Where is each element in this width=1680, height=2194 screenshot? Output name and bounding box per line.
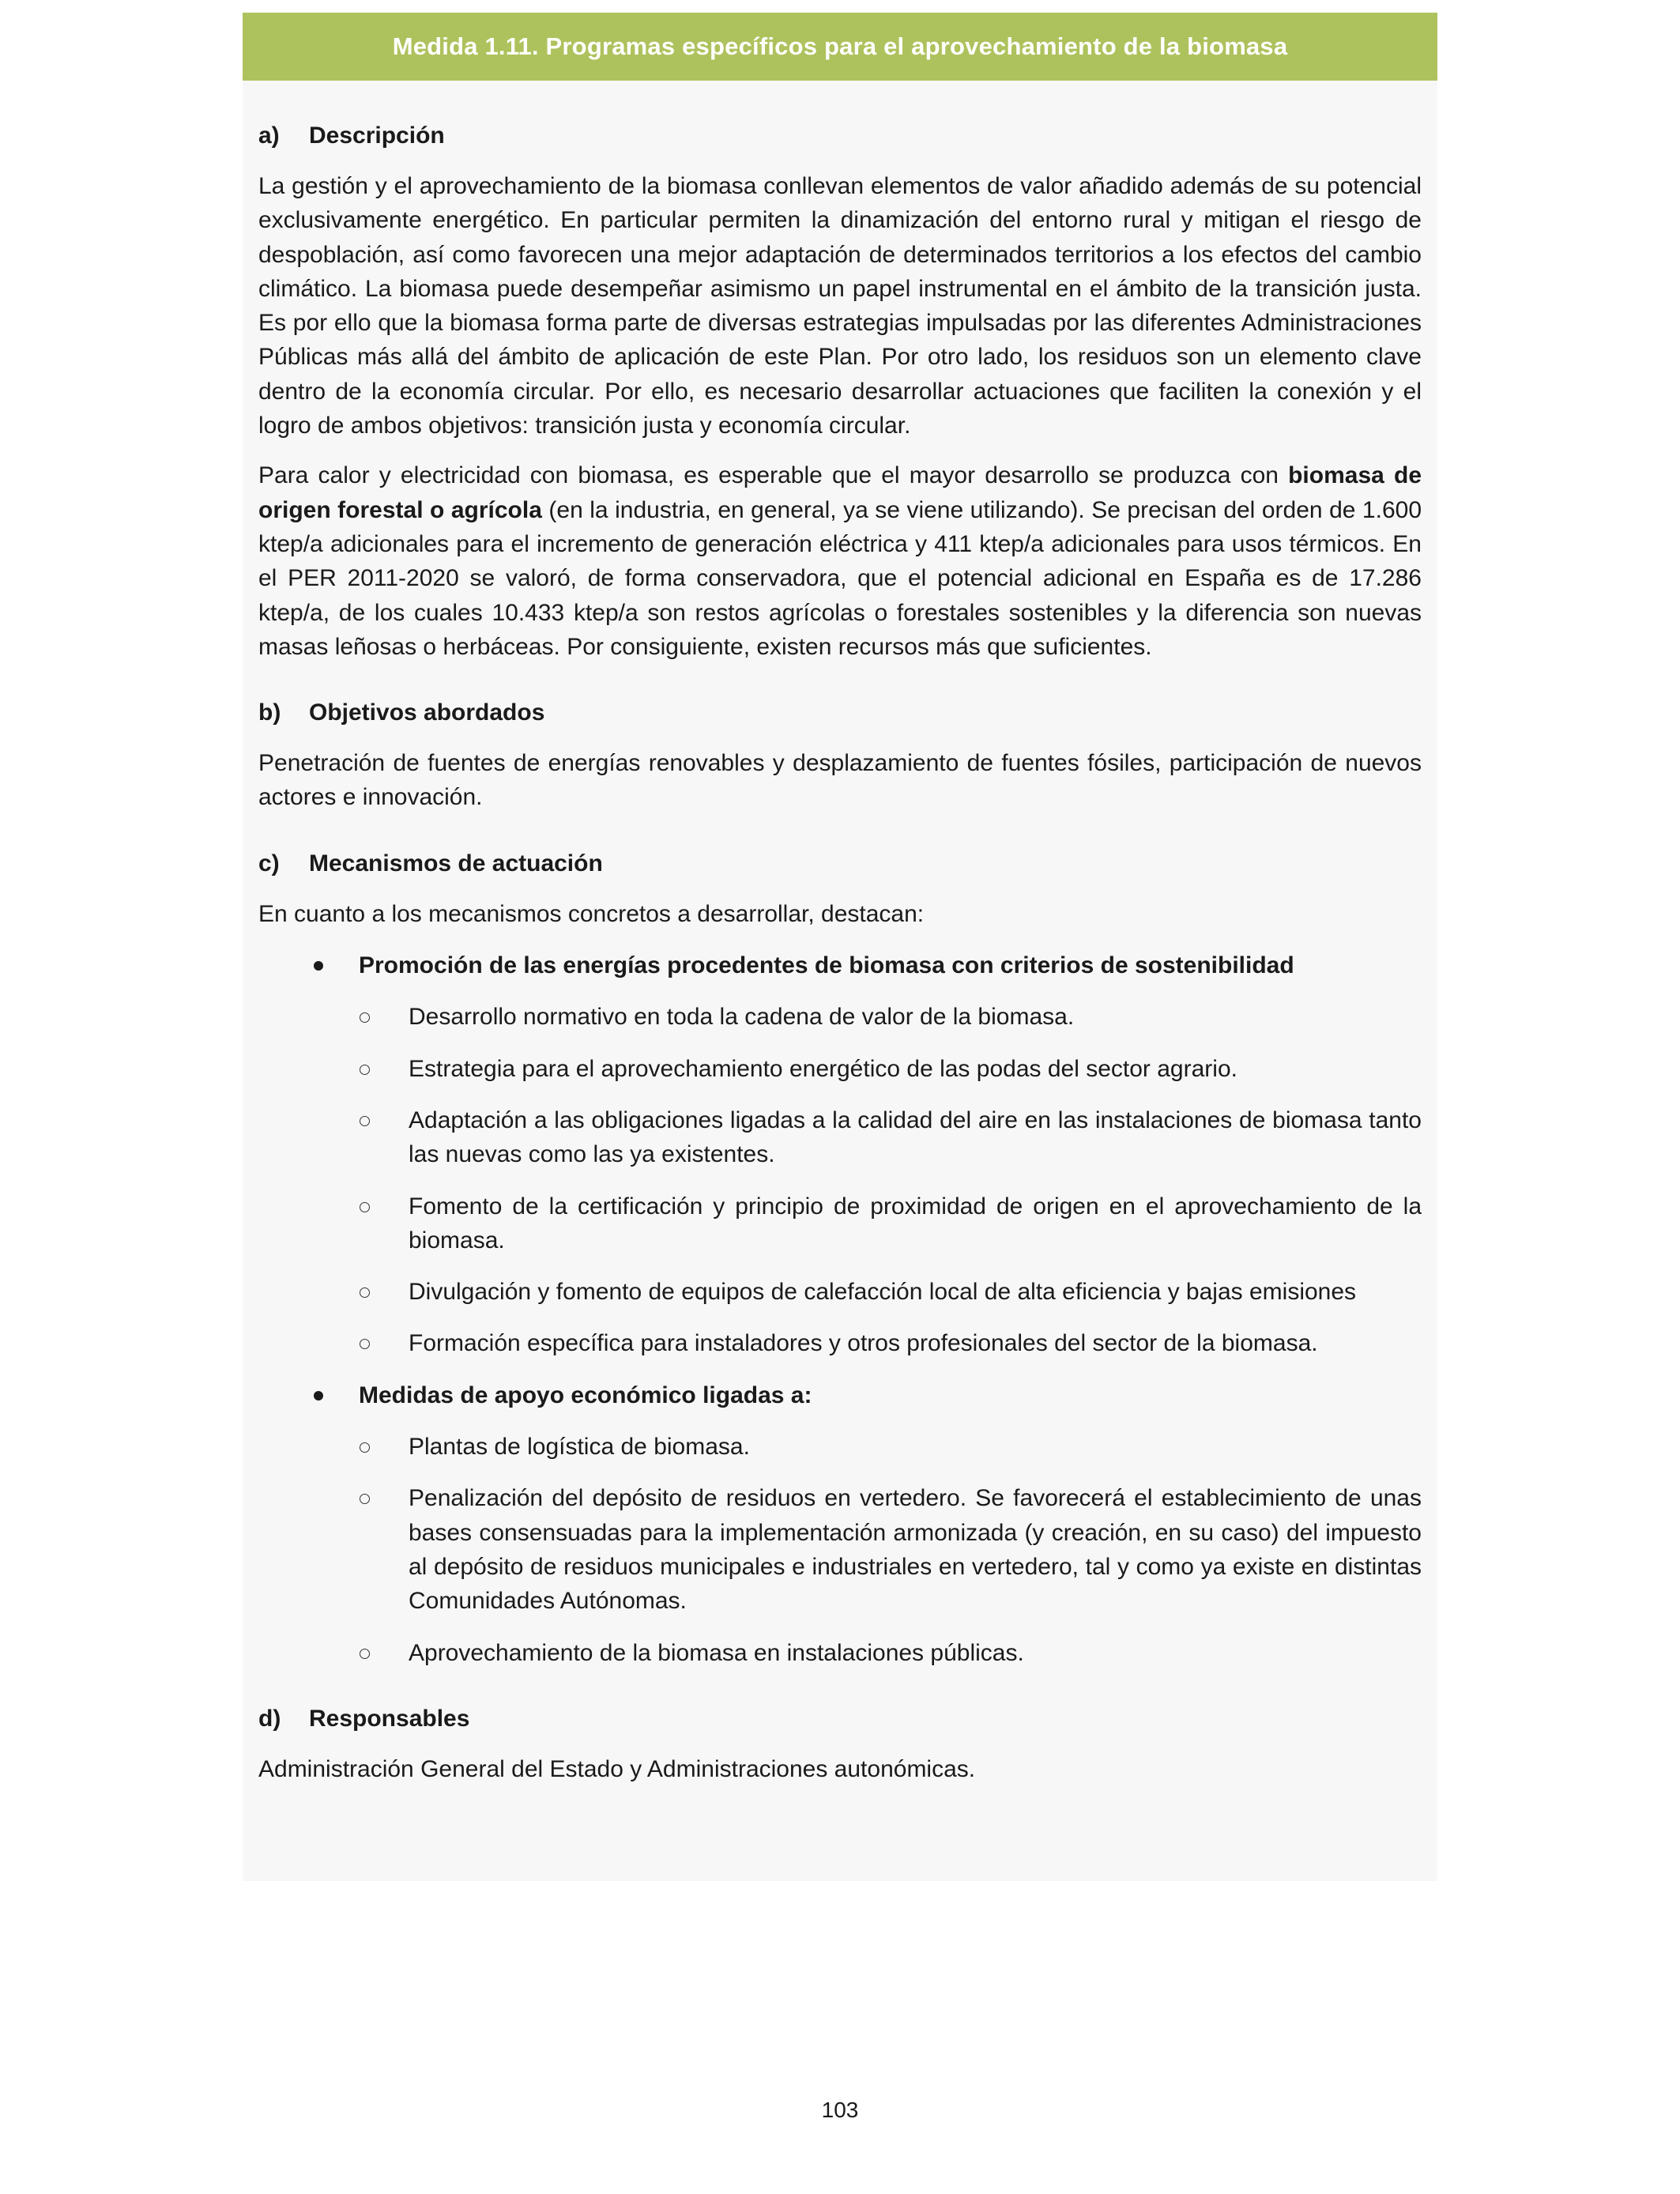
page-number: 103 bbox=[821, 2098, 859, 2122]
sub-list bbox=[258, 1000, 1422, 1360]
description-paragraph-1: La gestión y el aprovechamiento de la biomasa conllevan elementos de valor añadido además de su potencial exclusivamente energético. En particular permiten la dinamización del entorno rural y mitigan el riesgo de despoblación, así como favorecen una mejor adaptación de determinados territorios a los efectos del cambio climático. La biomasa puede desempeñar asimismo un papel instrumental en el ámbito de la transición justa. Es por ello que la biomasa forma parte de diversas estrategias impulsadas por las diferentes Administraciones Públicas más allá del ámbito de aplicación de este Plan. Por otro lado, los residuos son un elemento clave dentro de la economía circular. Por ello, es necesario desarrollar actuaciones que faciliten la conexión y el logro de ambos objetivos: transición justa y economía circular. bbox=[258, 173, 1422, 439]
sub-list-item bbox=[258, 1481, 1422, 1618]
section-b-heading bbox=[258, 697, 1422, 729]
measure-title: Medida 1.11. Programas específicos para el aprovechamiento de la biomasa bbox=[392, 32, 1288, 60]
sub-item-text: Divulgación y fomento de equipos de calefacción local de alta eficiencia y bajas emisiones bbox=[409, 1279, 1357, 1306]
section-letter: d) bbox=[258, 1705, 281, 1732]
measure-box bbox=[243, 13, 1437, 1881]
hollow-circle-bullet-icon bbox=[360, 1442, 370, 1453]
mechanisms-list bbox=[258, 948, 1422, 1670]
measure-header bbox=[243, 13, 1437, 81]
sub-item-text: Aprovechamiento de la biomasa en instalaciones públicas. bbox=[409, 1639, 1024, 1666]
responsibles-paragraph: Administración General del Estado y Administraciones autonómicas. bbox=[258, 1755, 976, 1782]
bullet-label: Promoción de las energías procedentes de biomasa con criterios de sostenibilidad bbox=[359, 952, 1294, 979]
sub-list-item bbox=[258, 1189, 1422, 1258]
section-title: Objetivos abordados bbox=[309, 699, 545, 726]
sub-item-text: Desarrollo normativo en toda la cadena de valor de la biomasa. bbox=[409, 1004, 1075, 1031]
hollow-circle-bullet-icon bbox=[360, 1065, 370, 1075]
sub-item-text: Adaptación a las obligaciones ligadas a la calidad del aire en las instalaciones de biomasa tanto las nuevas como las ya existentes. bbox=[409, 1106, 1422, 1168]
sub-list-item bbox=[258, 1103, 1422, 1172]
sub-list-item bbox=[258, 1275, 1422, 1309]
sub-list-item bbox=[258, 1052, 1422, 1086]
hollow-circle-bullet-icon bbox=[360, 1649, 370, 1659]
section-c-heading bbox=[258, 848, 1422, 880]
objectives-paragraph: Penetración de fuentes de energías renovables y desplazamiento de fuentes fósiles, participación de nuevos actores e innovación. bbox=[258, 750, 1422, 811]
bold-text-run: biomasa de origen forestal o agrícola bbox=[258, 462, 1422, 523]
hollow-circle-bullet-icon bbox=[360, 1339, 370, 1349]
bullet-label: Medidas de apoyo económico ligadas a: bbox=[359, 1382, 812, 1408]
description-paragraph-2 bbox=[258, 458, 1422, 664]
bullet-dot-icon bbox=[314, 961, 323, 971]
hollow-circle-bullet-icon bbox=[360, 1116, 370, 1126]
sub-item-text: Plantas de logística de biomasa. bbox=[409, 1434, 750, 1461]
section-a-heading bbox=[258, 120, 1422, 152]
sub-item-text: Penalización del depósito de residuos en vertedero. Se favorecerá el establecimiento de unas bases consensuadas para la implementación armonizada (y creación, en su caso) del impuesto al depósito de residuos municipales e industriales en vertedero, tal y como ya existe en distintas Comunidades Autónomas. bbox=[409, 1485, 1422, 1615]
sub-item-text: Estrategia para el aprovechamiento energético de las podas del sector agrario. bbox=[409, 1055, 1237, 1082]
hollow-circle-bullet-icon bbox=[360, 1287, 370, 1298]
sub-item-text: Fomento de la certificación y principio de proximidad de origen en el aprovechamiento de la biomasa. bbox=[409, 1193, 1422, 1253]
section-title: Descripción bbox=[309, 123, 445, 149]
text-run: Para calor y electricidad con biomasa, es esperable que el mayor desarrollo se produzca con bbox=[258, 462, 1289, 489]
section-letter: b) bbox=[258, 699, 281, 726]
text-run: (en la industria, en general, ya se viene utilizando). Se precisan del orden de 1.600 ktep/a adicionales para el incremento de generación eléctrica y 411 ktep/a adicionales para usos térmicos. En el PER 2011-2020 se valoró, de forma conservadora, que el potencial adicional en España es de 17.286 ktep/a, de los cuales 10.433 ktep/a son restos agrícolas o forestales sostenibles y la diferencia son nuevas masas leñosas o herbáceas. Por consiguiente, existen recursos más que suficientes. bbox=[258, 496, 1422, 660]
hollow-circle-bullet-icon bbox=[360, 1202, 370, 1212]
bullet-item bbox=[258, 948, 1422, 1361]
sub-list bbox=[258, 1430, 1422, 1670]
sub-list-item bbox=[258, 1636, 1422, 1670]
bullet-item bbox=[258, 1378, 1422, 1670]
measure-content bbox=[243, 81, 1437, 1786]
section-letter: a) bbox=[258, 123, 280, 149]
section-letter: c) bbox=[258, 850, 280, 876]
bullet-dot-icon bbox=[314, 1391, 323, 1400]
sub-item-text: Formación específica para instaladores y otros profesionales del sector de la biomasa. bbox=[409, 1330, 1318, 1357]
section-title: Mecanismos de actuación bbox=[309, 850, 603, 876]
hollow-circle-bullet-icon bbox=[360, 1494, 370, 1504]
sub-list-item bbox=[258, 1430, 1422, 1464]
section-title: Responsables bbox=[309, 1705, 470, 1732]
section-d-heading bbox=[258, 1703, 1422, 1735]
hollow-circle-bullet-icon bbox=[360, 1012, 370, 1023]
sub-list-item bbox=[258, 1000, 1422, 1034]
sub-list-item bbox=[258, 1326, 1422, 1360]
mechanisms-intro: En cuanto a los mecanismos concretos a desarrollar, destacan: bbox=[258, 900, 925, 927]
